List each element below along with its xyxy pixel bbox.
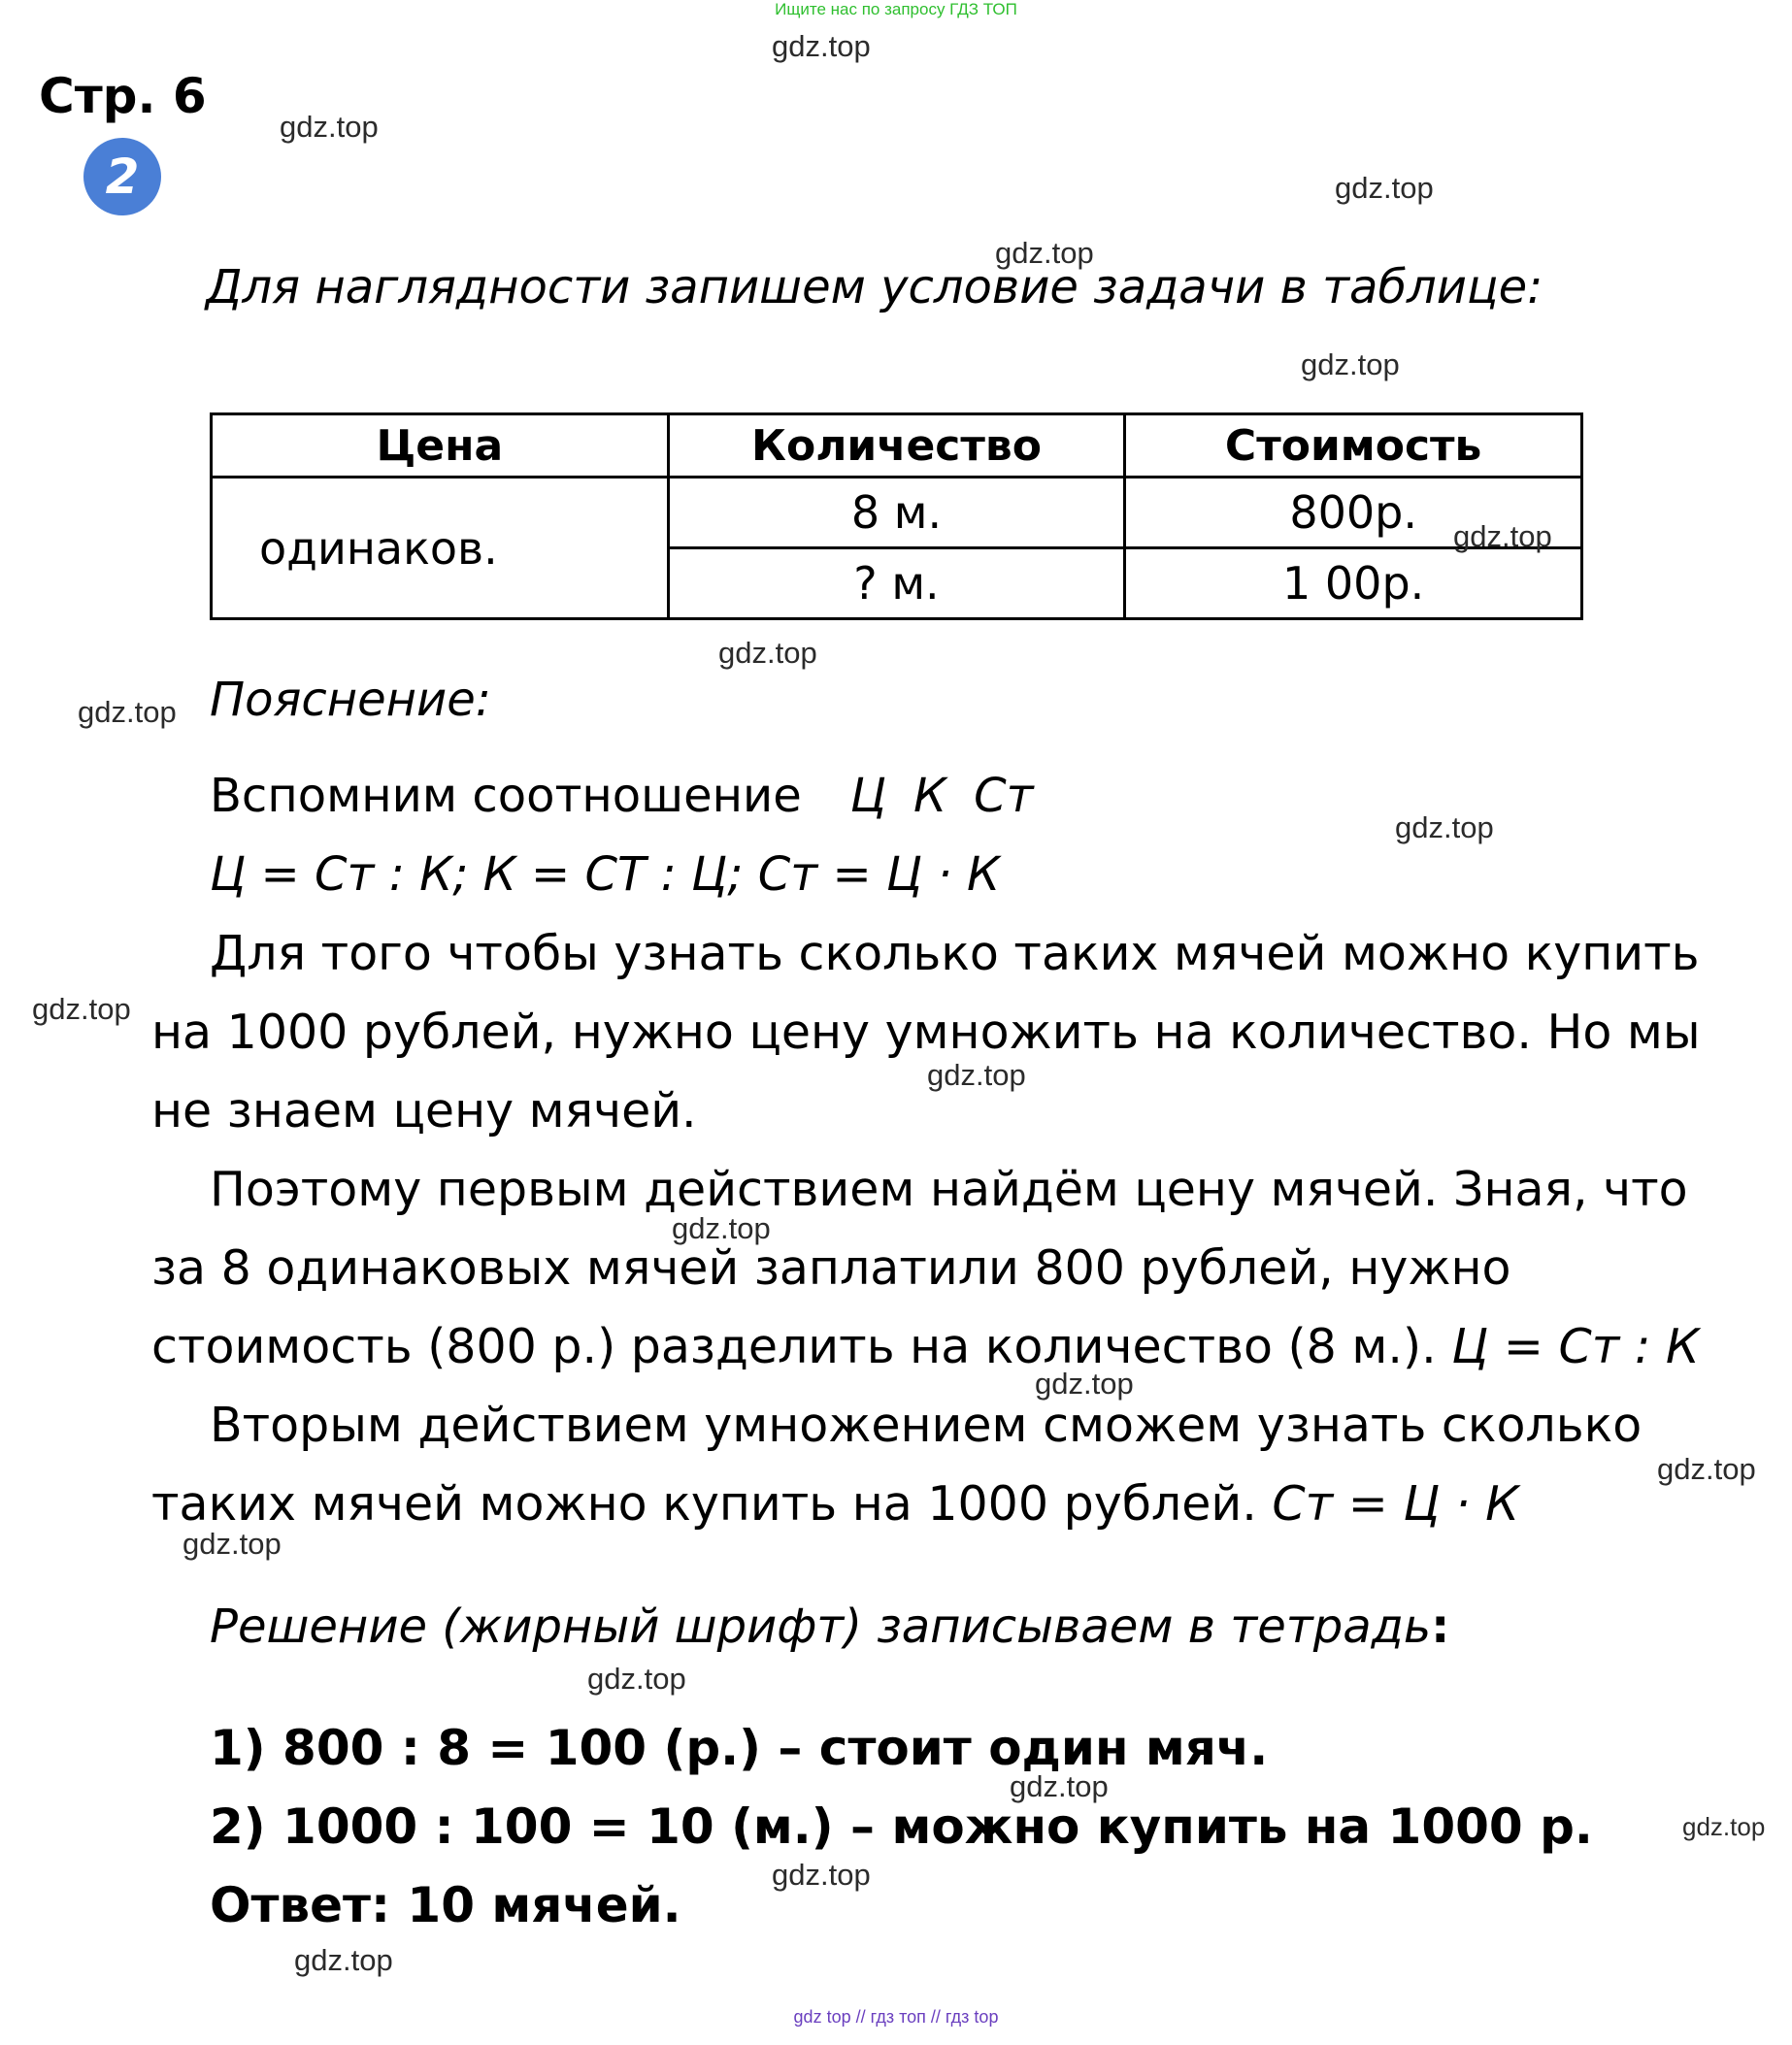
solution-heading <box>210 1600 1449 1654</box>
header-quantity: Количество <box>668 414 1125 478</box>
bottom-links[interactable]: gdz top // гдз топ // гдз top <box>793 2007 999 2027</box>
watermark: gdz.top <box>1453 519 1552 553</box>
symbol-cost: Ст <box>974 769 1034 823</box>
solution-step-1: 1) 800 : 8 = 100 (р.) – стоит один мяч. <box>210 1720 1269 1776</box>
header-cost: Стоимость <box>1125 414 1582 478</box>
top-banner: Ищите нас по запросу ГДЗ ТОП <box>775 0 1017 18</box>
watermark: gdz.top <box>718 636 817 670</box>
watermark: gdz.top <box>1010 1769 1109 1803</box>
solution-heading-text: Решение (жирный шрифт) записываем в тетрадь <box>210 1600 1432 1654</box>
table-row <box>212 478 1582 548</box>
explanation-paragraph-3 <box>151 1386 1743 1543</box>
paragraph-formula: Ст = Ц · К <box>1272 1476 1519 1532</box>
watermark: gdz.top <box>1657 1452 1756 1486</box>
cost-cell: 1 00р. <box>1125 548 1582 619</box>
watermark: gdz.top <box>32 992 131 1026</box>
formulas-line: Ц = Ст : К; К = СТ : Ц; Ст = Ц · К <box>210 847 1001 902</box>
symbol-quantity: К <box>913 769 947 823</box>
watermark: gdz.top <box>294 1943 393 1977</box>
paragraph-formula: Ц = Ст : К <box>1451 1319 1700 1374</box>
intro-text: Для наглядности запишем условие задачи в таблице: <box>206 260 1543 314</box>
explanation-heading: Пояснение: <box>210 673 491 727</box>
symbol-price: Ц <box>849 769 886 823</box>
paragraph-text: Вторым действием умножением сможем узнать сколько таких мячей можно купить на 1000 рублей. <box>151 1398 1643 1532</box>
recall-text: Вспомним соотношение <box>210 769 802 823</box>
watermark: gdz.top <box>280 110 379 144</box>
table-header-row <box>212 414 1582 478</box>
answer-line: Ответ: 10 мячей. <box>210 1877 681 1933</box>
price-cell: одинаков. <box>212 478 669 619</box>
watermark: gdz.top <box>1301 347 1400 381</box>
watermark: gdz.top <box>772 1858 871 1892</box>
watermark: gdz.top <box>1682 1812 1766 1841</box>
watermark: gdz.top <box>1335 171 1434 205</box>
explanation-paragraph-1: Для того чтобы узнать сколько таких мячей можно купить на 1000 рублей, нужно цену умножить на количество. Но мы не знаем цену мячей. <box>151 926 1701 1138</box>
explanation-paragraph-2 <box>151 1150 1743 1386</box>
watermark: gdz.top <box>78 695 177 729</box>
cost-cell: 800р. <box>1125 478 1582 548</box>
watermark: gdz.top <box>1395 810 1494 844</box>
watermark: gdz.top <box>183 1527 282 1561</box>
watermark: gdz.top <box>927 1058 1026 1092</box>
watermark: gdz.top <box>587 1662 686 1696</box>
relation-symbols <box>850 769 1061 823</box>
paragraph-text: Поэтому первым действием найдём цену мячей. Зная, что за 8 одинаковых мячей заплатили 800 рублей, нужно стоимость (800 р.) разделить на количество (8 м.). <box>151 1162 1688 1374</box>
watermark: gdz.top <box>772 29 871 63</box>
solution-heading-colon: : <box>1431 1600 1450 1654</box>
quantity-cell: ? м. <box>668 548 1125 619</box>
watermark: gdz.top <box>672 1211 771 1245</box>
condition-table <box>210 412 1583 620</box>
quantity-cell: 8 м. <box>668 478 1125 548</box>
page-title: Стр. 6 <box>39 68 207 124</box>
recall-line <box>210 769 1061 823</box>
watermark: gdz.top <box>1035 1367 1134 1401</box>
task-number-badge: 2 <box>83 138 161 215</box>
watermark: gdz.top <box>995 236 1094 270</box>
solution-step-2: 2) 1000 : 100 = 10 (м.) – можно купить на 1000 р. <box>210 1798 1593 1855</box>
header-price: Цена <box>212 414 669 478</box>
